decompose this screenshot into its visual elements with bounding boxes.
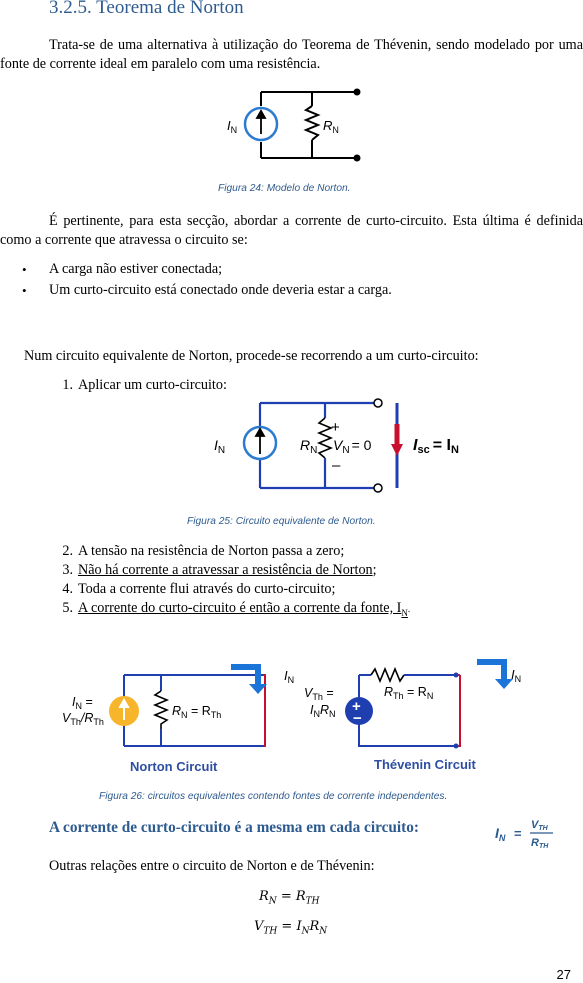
- norton-resistor-label: $R_N = R_{Th}$: [172, 704, 222, 720]
- norton-source-label: $I_N$ =: [72, 695, 93, 711]
- minus-sign: –: [332, 457, 341, 474]
- norton-thevenin-comparison-diagram: [58, 656, 538, 780]
- norton-arrow-label: $I_N$: [284, 668, 295, 685]
- svg-text:=: =: [514, 826, 522, 841]
- thevenin-voltage-formula: $I_NR_N$: [310, 703, 336, 719]
- step-1: [49, 376, 227, 395]
- isc-label: Isc = IN: [413, 437, 459, 456]
- other-relations-text: Outras relações entre o circuito de Norton e de Thévenin:: [49, 858, 375, 874]
- short-circuit-text: É pertinente, para esta secção, abordar a corrente de curto-circuito. Esta última é definida como a corrente que atravessa o circuito se:: [0, 213, 583, 248]
- norton-source-formula: $V_{Th}/R_{Th}$: [62, 711, 104, 727]
- list-item: • Um curto-circuito está conectado onde deveria estar a carga.: [0, 280, 392, 301]
- equation-vth: $V_{TH} = I_NR_N$: [254, 919, 328, 937]
- norton-current-ratio: [493, 814, 563, 852]
- bold-statement: A corrente de curto-circuito é a mesma em cada circuito:: [49, 819, 419, 836]
- list-item: • A carga não estiver conectada;: [0, 259, 392, 280]
- list-number: 1.: [62, 377, 73, 393]
- list-item: 3. Não há corrente a atravessar a resistência de Norton;: [62, 562, 377, 578]
- thevenin-arrow-label: $I_N$: [511, 667, 522, 684]
- short-circuit-paragraph: [0, 212, 583, 250]
- current-arrow-icon: [391, 424, 403, 456]
- norton-current-arrow-icon: [231, 664, 267, 694]
- svg-text:RTH: RTH: [531, 837, 549, 850]
- figure-25-caption: Figura 25: Circuito equivalente de Norton.: [187, 516, 376, 527]
- intro-text: Trata-se de uma alternativa à utilização do Teorema de Thévenin, sendo modelado por uma fonte de corrente ideal em paralelo com uma resistência.: [0, 37, 583, 72]
- thevenin-circuit-title: Thévenin Circuit: [374, 757, 476, 772]
- list-item: 4. Toda a corrente flui através do curto-circuito;: [62, 581, 336, 597]
- svg-text:VTH: VTH: [531, 819, 548, 832]
- svg-text:+: +: [352, 698, 361, 715]
- conditions-list: [0, 259, 392, 301]
- voltage-label: $V_N = 0$: [333, 437, 372, 456]
- source-label: $I_N$: [227, 118, 238, 135]
- equivalent-paragraph: Num circuito equivalente de Norton, procede-se recorrendo a um curto-circuito:: [24, 348, 479, 364]
- step-text: Aplicar um curto-circuito:: [78, 377, 227, 393]
- resistor-label: $R_N$: [300, 437, 318, 456]
- plus-sign: +: [331, 419, 340, 436]
- thevenin-voltage-label: $V_{Th}$ =: [304, 686, 334, 702]
- resistor-label: $R_N$: [323, 118, 339, 135]
- intro-paragraph: [0, 36, 583, 74]
- list-item: 2. A tensão na resistência de Norton passa a zero;: [62, 543, 345, 559]
- equation-rn: $R_N = R_{TH}$: [259, 889, 320, 907]
- section-heading: 3.2.5. Teorema de Norton: [49, 0, 244, 18]
- steps-list: [49, 542, 410, 618]
- figure-24-caption: Figura 24: Modelo de Norton.: [218, 183, 351, 194]
- norton-circuit-title: Norton Circuit: [130, 759, 218, 774]
- page-number: 27: [556, 967, 571, 982]
- thevenin-current-arrow-icon: [477, 659, 513, 689]
- figure-26-caption: Figura 26: circuitos equivalentes contendo fontes de corrente independentes.: [99, 791, 448, 802]
- list-item: 5. A corrente do curto-circuito é então a corrente da fonte, $I_N$.: [62, 600, 411, 618]
- source-label: $I_N$: [214, 437, 226, 456]
- norton-short-circuit-diagram: [210, 396, 485, 496]
- svg-text:IN: $I_N$: [495, 825, 506, 843]
- norton-model-diagram: [215, 84, 375, 166]
- svg-text:−: −: [353, 710, 362, 727]
- thevenin-resistor-label: $R_{Th} = R_N$: [384, 685, 434, 701]
